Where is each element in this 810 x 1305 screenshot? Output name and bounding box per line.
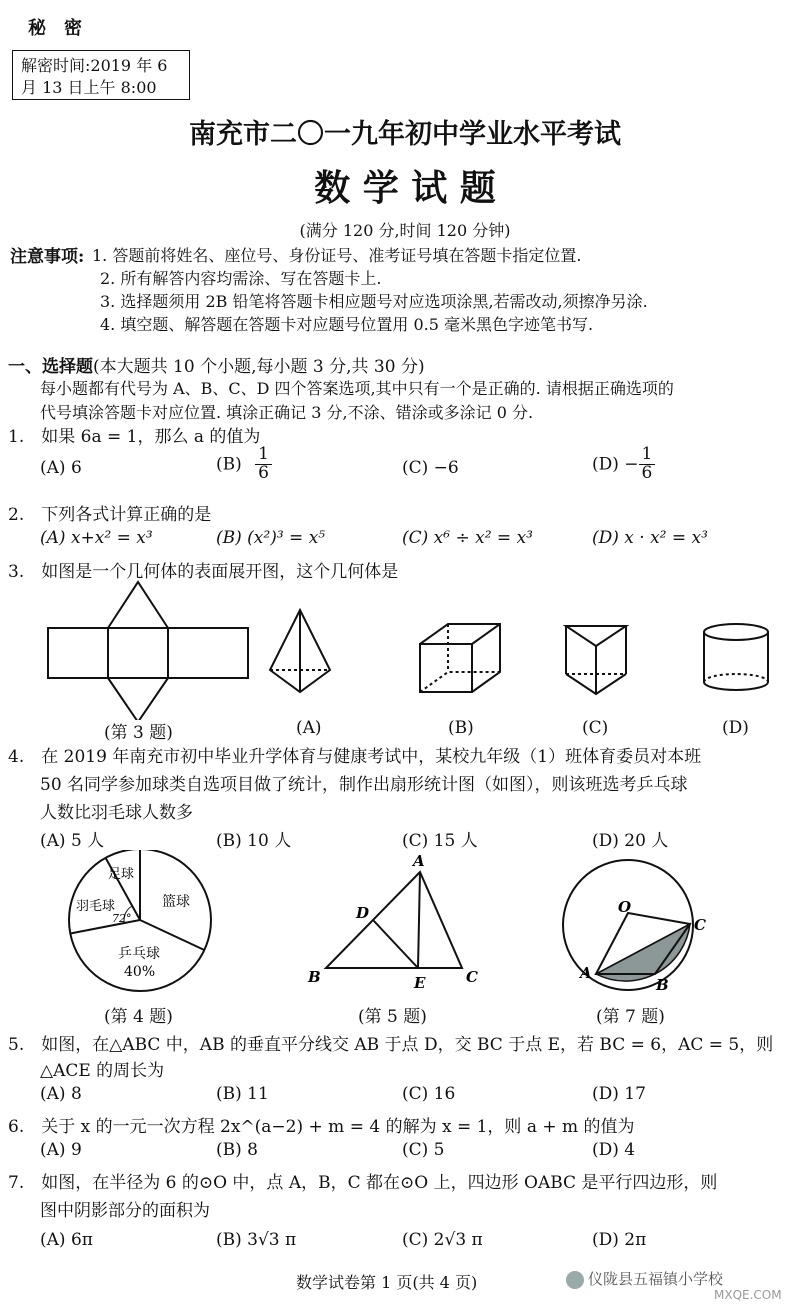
pie-label-pingpong: 乒乓球 xyxy=(118,946,160,962)
decrypt-time-line1: 解密时间:2019 年 6 xyxy=(21,56,168,75)
section-intro-1: 每小题都有代号为 A、B、C、D 四个答案选项,其中只有一个是正确的. 请根据正确选项的 xyxy=(40,379,674,398)
q1-d-denominator: 6 xyxy=(641,462,653,483)
q3-option-b-cube xyxy=(420,624,500,692)
notes-item-1: 1. 答题前将姓名、座位号、身份证号、准考证号填在答题卡指定位置. xyxy=(92,246,582,265)
notes-item-4: 4. 填空题、解答题在答题卡对应题号位置用 0.5 毫米黑色字迹笔书写. xyxy=(100,315,594,334)
q7-option-a: (A) 6π xyxy=(40,1230,93,1250)
figure-row xyxy=(0,850,810,1000)
q1-option-d xyxy=(592,446,655,483)
q6-option-a: (A) 9 xyxy=(40,1140,82,1160)
q1-option-b xyxy=(216,446,272,483)
pie-label-badminton: 羽毛球 xyxy=(76,899,116,914)
q2-option-b: (B) (x²)³ = x⁵ xyxy=(216,528,326,548)
notes-label: 注意事项: xyxy=(10,247,85,267)
q3-option-c-prism xyxy=(566,626,626,694)
q5-label-e: E xyxy=(414,974,426,992)
section-intro-2: 代号填涂答题卡对应位置. 填涂正确记 3 分,不涂、错涂或多涂记 0 分. xyxy=(40,403,534,422)
q1-option-d-fraction xyxy=(639,446,656,483)
q5-label-b: B xyxy=(308,968,321,986)
q4-caption: (第 4 题) xyxy=(104,1007,173,1027)
q7-label-a: A xyxy=(580,964,592,982)
q4-option-b: (B) 10 人 xyxy=(216,831,292,851)
q5-option-c: (C) 16 xyxy=(402,1084,456,1104)
q5-triangle-figure xyxy=(326,872,462,968)
q1-d-numerator: 1 xyxy=(639,446,656,465)
q3-option-d: (D) xyxy=(722,718,749,738)
q3-net-figure xyxy=(48,582,248,720)
q1-stem: 1. 如果 6a = 1，那么 a 的值为 xyxy=(8,427,261,447)
q7-label-c: C xyxy=(694,916,706,934)
q7-label-b: B xyxy=(656,976,669,994)
q5-option-d: (D) 17 xyxy=(592,1084,646,1104)
q2-option-a: (A) x+x² = x³ xyxy=(40,528,153,548)
q5-label-c: C xyxy=(466,968,478,986)
section-heading-line xyxy=(8,352,425,377)
q5-option-a: (A) 8 xyxy=(40,1084,82,1104)
q4-stem-line2: 50 名同学参加球类自选项目做了统计，制作出扇形统计图（如图），则该班选考乒乓球 xyxy=(40,775,688,795)
pie-angle-label: 72° xyxy=(112,912,132,925)
pie-value-pingpong: 40% xyxy=(124,964,156,980)
q7-label-o: O xyxy=(618,898,632,916)
pie-label-basketball: 篮球 xyxy=(162,894,190,910)
q5-label-d: D xyxy=(356,904,370,922)
paper-title: 数 学 试 题 xyxy=(314,167,496,209)
q5-caption: (第 5 题) xyxy=(358,1007,427,1027)
q3-stem: 3. 如图是一个几何体的表面展开图，这个几何体是 xyxy=(8,562,399,582)
watermark xyxy=(566,1268,723,1289)
q7-option-c: (C) 2√3 π xyxy=(402,1230,483,1250)
q1-option-b-fraction xyxy=(255,446,272,483)
section-heading: 一、选择题 xyxy=(8,357,93,377)
q3-option-d-cylinder xyxy=(704,624,768,690)
q5-stem-line2: △ACE 的周长为 xyxy=(40,1061,165,1081)
decrypt-time-box xyxy=(12,50,190,100)
q1-option-d-label: (D) − xyxy=(592,454,639,475)
q3-figures xyxy=(0,580,810,720)
q3-option-c: (C) xyxy=(582,718,609,738)
section-heading-note: (本大题共 10 个小题,每小题 3 分,共 30 分) xyxy=(93,357,425,377)
q4-option-a: (A) 5 人 xyxy=(40,831,105,851)
q2-option-c: (C) x⁶ ÷ x² = x³ xyxy=(402,528,533,548)
q7-stem-line2: 图中阴影部分的面积为 xyxy=(40,1201,210,1221)
q1-option-c: (C) −6 xyxy=(402,458,459,478)
q6-option-d: (D) 4 xyxy=(592,1140,636,1160)
q4-option-d: (D) 20 人 xyxy=(592,831,669,851)
q2-option-d: (D) x · x² = x³ xyxy=(592,528,708,548)
q7-option-d: (D) 2π xyxy=(592,1230,647,1250)
pie-label-football: 足球 xyxy=(108,867,135,882)
q5-option-b: (B) 11 xyxy=(216,1084,269,1104)
q2-stem: 2. 下列各式计算正确的是 xyxy=(8,505,212,525)
q1-option-a: (A) 6 xyxy=(40,458,82,478)
q4-stem-line1: 4. 在 2019 年南充市初中毕业升学体育与健康考试中，某校九年级（1）班体育委员对本班 xyxy=(8,747,702,767)
q7-shaded-region xyxy=(596,924,690,981)
q1-b-numerator: 1 xyxy=(255,446,272,465)
paper-subtitle: (满分 120 分,时间 120 分钟) xyxy=(299,221,511,240)
q5-label-a: A xyxy=(413,852,425,870)
q4-stem-line3: 人数比羽毛球人数多 xyxy=(40,803,193,823)
decrypt-time-line2: 月 13 日上午 8:00 xyxy=(21,78,157,97)
q1-option-b-label: (B) xyxy=(216,454,242,475)
notes-item-2: 2. 所有解答内容均需涂、写在答题卡上. xyxy=(100,269,382,288)
exam-title: 南充市二〇一九年初中学业水平考试 xyxy=(189,119,621,150)
secret-label: 秘 密 xyxy=(28,18,82,39)
q4-pie-chart xyxy=(69,850,211,991)
q3-option-a: (A) xyxy=(296,718,322,738)
watermark-text: 仪陇县五福镇小学校 xyxy=(588,1270,724,1288)
q6-option-b: (B) 8 xyxy=(216,1140,258,1160)
wechat-icon xyxy=(566,1271,584,1289)
q6-option-c: (C) 5 xyxy=(402,1140,445,1160)
q3-caption: (第 3 题) xyxy=(104,723,173,743)
q7-option-b: (B) 3√3 π xyxy=(216,1230,297,1250)
q5-stem-line1: 5. 如图，在△ABC 中，AB 的垂直平分线交 AB 于点 D，交 BC 于点 E，若 BC = 6，AC = 5，则 xyxy=(8,1035,774,1055)
q3-option-a-pyramid xyxy=(270,610,330,692)
q7-stem-line1: 7. 如图，在半径为 6 的⊙O 中，点 A，B，C 都在⊙O 上，四边形 OABC 是平行四边形，则 xyxy=(8,1173,718,1193)
page-footer: 数学试卷第 1 页(共 4 页) xyxy=(296,1273,478,1292)
q6-stem: 6. 关于 x 的一元一次方程 2x^(a−2) + m = 4 的解为 x = 1，则 a + m 的值为 xyxy=(8,1117,635,1137)
q3-option-b: (B) xyxy=(448,718,474,738)
watermark-site: MXQE.COM xyxy=(714,1288,782,1302)
q7-caption: (第 7 题) xyxy=(596,1007,665,1027)
q1-b-denominator: 6 xyxy=(258,462,269,483)
notes-item-3: 3. 选择题须用 2B 铅笔将答题卡相应题号对应选项涂黑,若需改动,须擦净另涂. xyxy=(100,292,648,311)
q4-option-c: (C) 15 人 xyxy=(402,831,478,851)
